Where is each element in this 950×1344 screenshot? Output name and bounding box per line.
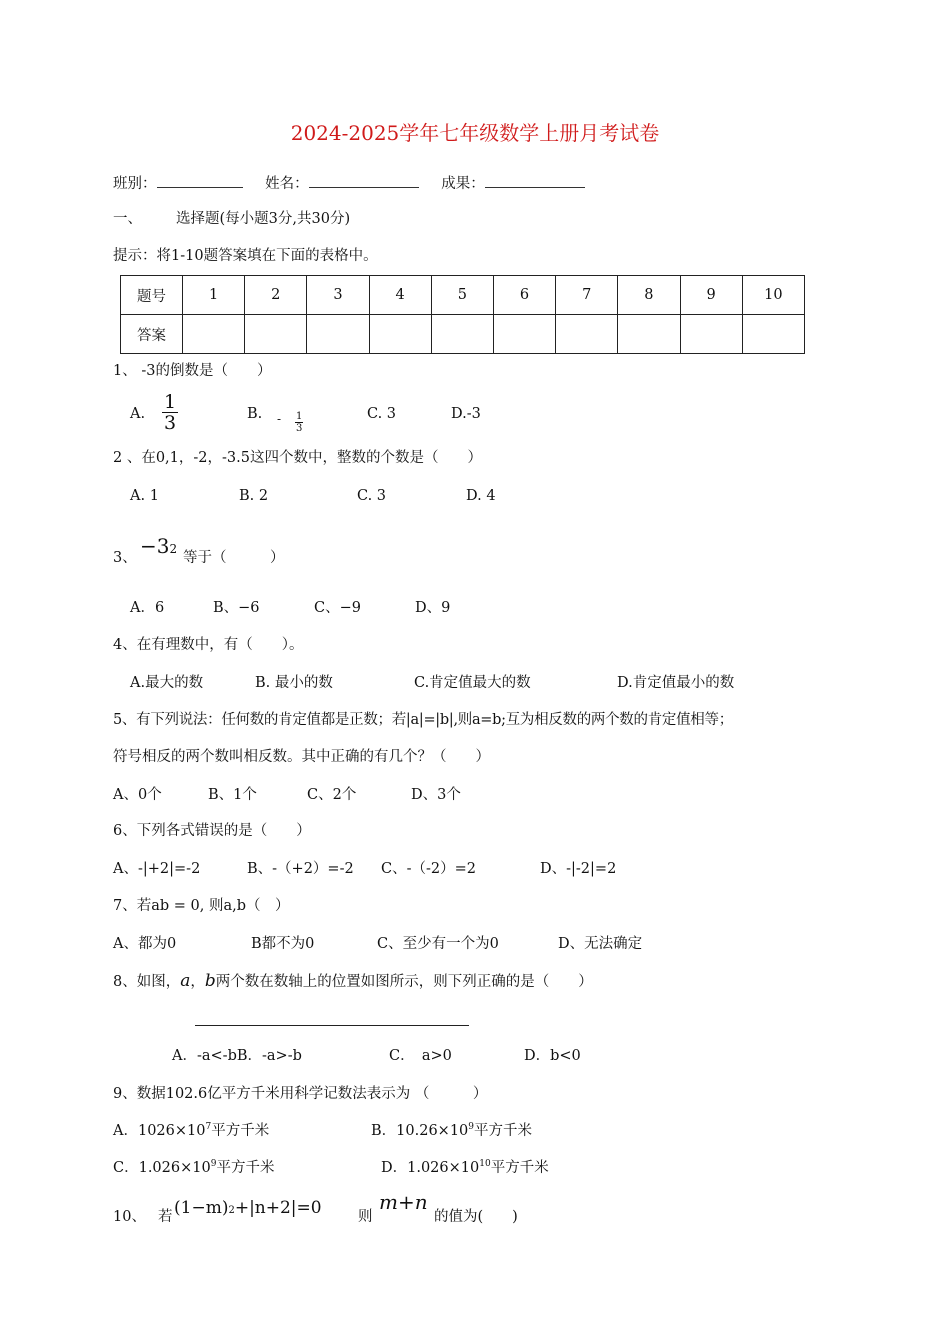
- q6-option-c: C、-（-2）=2: [381, 861, 476, 877]
- class-label: 班别：: [113, 176, 157, 192]
- option-text: B．10.26×10: [371, 1123, 469, 1139]
- q1-option-b-sign: -: [277, 412, 282, 426]
- q7-option-b: B都不为0: [251, 936, 315, 952]
- row-header-answer: 答案: [121, 315, 183, 354]
- q2-option-a: A. 1: [130, 488, 159, 504]
- expr-exponent: 2: [228, 1205, 235, 1216]
- q3-option-b: B、−6: [213, 600, 260, 616]
- expr-m-plus-n: m+n: [379, 1190, 428, 1214]
- score-label: 成果：: [441, 176, 485, 192]
- exponent: 10: [479, 1159, 491, 1170]
- q7-option-c: C、至少有一个为0: [377, 936, 499, 952]
- exam-title: 2024-2025学年七年级数学上册月考试卷: [290, 121, 660, 145]
- q2-option-d: D. 4: [466, 488, 496, 504]
- option-unit: 平方千米: [216, 1160, 275, 1176]
- q10-equation: [174, 1196, 322, 1223]
- name-field[interactable]: [309, 174, 419, 188]
- fraction-numerator: 1: [296, 411, 303, 422]
- answer-cell-9[interactable]: [680, 315, 742, 354]
- expr-base: −3: [140, 534, 170, 558]
- answer-cell-2[interactable]: [245, 315, 307, 354]
- answer-cell-7[interactable]: [556, 315, 618, 354]
- fraction-denominator: 3: [296, 423, 303, 434]
- answer-cell-1[interactable]: [183, 315, 245, 354]
- q6-option-a: A、-|+2|=-2: [113, 861, 201, 877]
- section-heading: [113, 210, 350, 228]
- q8-stem-rest: 两个数在数轴上的位置如图所示，则下列正确的是（ ）: [215, 974, 593, 990]
- option-unit: 平方千米: [490, 1160, 549, 1176]
- question-7-stem: 7、若ab = 0, 则a,b（ ）: [113, 898, 290, 914]
- col-number-5: 5: [431, 276, 493, 315]
- q5-option-a: A、0个: [113, 787, 162, 803]
- option-unit: 平方千米: [211, 1123, 270, 1139]
- fraction-denominator: 3: [164, 412, 177, 434]
- q3-option-c: C、−9: [314, 600, 361, 616]
- q3-option-d: D、9: [415, 600, 451, 616]
- q4-option-d: D.肯定值最小的数: [617, 675, 735, 691]
- exponent: 9: [468, 1122, 475, 1133]
- table-row: [121, 276, 805, 315]
- answer-cell-8[interactable]: [618, 315, 680, 354]
- q1-option-a-fraction: [162, 392, 178, 433]
- option-text: C．1.026×10: [113, 1160, 211, 1176]
- answer-cell-6[interactable]: [493, 315, 555, 354]
- col-number-7: 7: [556, 276, 618, 315]
- col-number-1: 1: [183, 276, 245, 315]
- question-6-stem: 6、下列各式错误的是（ ）: [113, 823, 311, 839]
- q2-option-b: B. 2: [239, 488, 269, 504]
- q5-option-b: B、1个: [208, 787, 257, 803]
- score-field[interactable]: [485, 174, 585, 188]
- fraction-numerator: 1: [164, 391, 177, 413]
- q8-option-ab: A．-a<-bB．-a>-b: [172, 1048, 302, 1064]
- q3-stem-rest: 等于（ ）: [183, 550, 285, 566]
- section-title: 选择题(每小题3分,共30分): [176, 211, 351, 227]
- q3-expression: [140, 534, 177, 561]
- q9-option-a: [113, 1122, 269, 1140]
- col-number-10: 10: [742, 276, 804, 315]
- q6-option-b: B、-（+2）=-2: [247, 861, 354, 877]
- section-number: 一、: [113, 211, 142, 227]
- table-row: [121, 315, 805, 354]
- answer-table: [120, 275, 805, 354]
- q4-option-b: B. 最小的数: [255, 675, 333, 691]
- question-5-line1: 5、有下列说法：任何数的肯定值都是正数；若|a|=|b|,则a=b;互为相反数的两个数的肯定值相等；: [113, 712, 733, 728]
- q5-option-c: C、2个: [307, 787, 357, 803]
- answer-cell-10[interactable]: [742, 315, 804, 354]
- q2-option-c: C. 3: [357, 488, 387, 504]
- expr-exponent: 2: [169, 542, 178, 556]
- q1-option-b-fraction: [295, 411, 303, 434]
- number-line: [195, 1025, 469, 1026]
- q8-option-d: D．b<0: [524, 1048, 581, 1064]
- q3-option-a: A．6: [130, 600, 165, 616]
- answer-cell-5[interactable]: [431, 315, 493, 354]
- q9-option-c: [113, 1159, 274, 1177]
- exponent: 7: [205, 1122, 212, 1133]
- q8-prefix: 8、如图，: [113, 974, 181, 990]
- q10-stem-rest: 的值为( ): [434, 1209, 518, 1225]
- q8-var-b: b: [204, 971, 216, 991]
- hint-text: 提示：将1-10题答案填在下面的表格中。: [113, 248, 378, 264]
- col-number-4: 4: [369, 276, 431, 315]
- q10-ze: 则: [358, 1209, 373, 1225]
- q8-var-a: a: [180, 971, 191, 991]
- col-number-3: 3: [307, 276, 369, 315]
- q7-option-a: A、都为0: [113, 936, 177, 952]
- q10-ruo: 若: [158, 1209, 173, 1225]
- expr-part2: +|n+2|=0: [234, 1198, 322, 1218]
- col-number-8: 8: [618, 276, 680, 315]
- question-8-stem: [113, 972, 593, 991]
- question-2-stem: 2 、在0,1，-2，-3.5这四个数中，整数的个数是（ ）: [113, 450, 482, 466]
- question-1-stem: 1、 -3的倒数是（ ）: [113, 363, 272, 379]
- q1-option-c: C. 3: [367, 406, 397, 422]
- name-label: 姓名：: [265, 176, 309, 192]
- question-5-line2: 符号相反的两个数叫相反数。其中正确的有几个？（ ）: [113, 749, 490, 765]
- question-3-number: 3、: [113, 550, 137, 566]
- row-header-number: 题号: [121, 276, 183, 315]
- q10-expr-mn: [379, 1189, 428, 1218]
- q1-option-d: D.-3: [451, 406, 481, 422]
- question-9-stem: 9、数据102.6亿平方千米用科学记数法表示为 （ ）: [113, 1086, 488, 1102]
- q9-option-b: [371, 1122, 532, 1140]
- q5-option-d: D、3个: [411, 787, 461, 803]
- col-number-2: 2: [245, 276, 307, 315]
- student-info-row: [113, 174, 595, 193]
- question-4-stem: 4、在有理数中，有（ ）。: [113, 637, 304, 653]
- option-unit: 平方千米: [474, 1123, 533, 1139]
- q7-option-d: D、无法确定: [558, 936, 643, 952]
- expr-part1: (1−m): [174, 1198, 229, 1218]
- exponent: 9: [210, 1159, 217, 1170]
- q4-option-c: C.肯定值最大的数: [414, 675, 531, 691]
- q1-option-a-label: A.: [130, 406, 146, 422]
- option-text: A．1026×10: [113, 1123, 206, 1139]
- q4-option-a: A.最大的数: [130, 675, 204, 691]
- col-number-9: 9: [680, 276, 742, 315]
- question-10-number: 10、: [113, 1209, 146, 1225]
- q8-separator: ，: [190, 974, 205, 990]
- answer-cell-3[interactable]: [307, 315, 369, 354]
- q1-option-b-label: B.: [247, 406, 263, 422]
- col-number-6: 6: [493, 276, 555, 315]
- q8-option-c: C． a>0: [389, 1048, 452, 1064]
- q9-option-d: [381, 1159, 549, 1177]
- class-field[interactable]: [157, 174, 243, 188]
- answer-cell-4[interactable]: [369, 315, 431, 354]
- option-text: D．1.026×10: [381, 1160, 480, 1176]
- q6-option-d: D、-|-2|=2: [540, 861, 617, 877]
